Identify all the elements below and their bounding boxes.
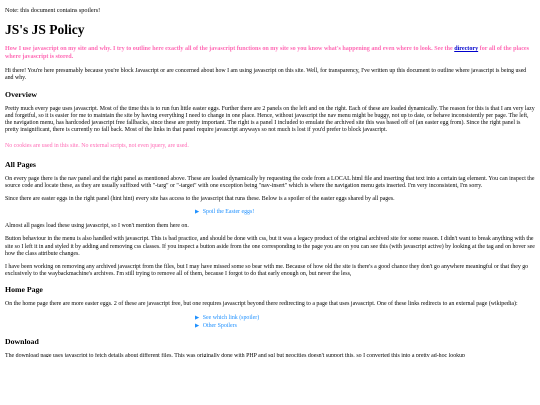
- disclosure-triangle-icon: ▶: [195, 322, 200, 329]
- lead-text-before: How I use javascript on my site and why. I try to outline here exactly all of the javascript functions on my site so you know what's happening and even where to look. See the: [5, 46, 453, 52]
- home-page-paragraph: On the home page there are more easter eggs. 2 of these are javascript free, but one requires javascript beyond there redirecting to a page that uses javascript. One of these links redirects to an external page (wikipedia):: [5, 301, 518, 308]
- lead-paragraph: [5, 46, 535, 61]
- intro-paragraph: Hi there! You're here presumably because you're block Javascript or are concerned about how I am using javascript on this site. Well, for transparency, I've written up this document to outline where javascript is being used and why.: [5, 68, 527, 82]
- directory-link[interactable]: directory: [454, 46, 479, 52]
- disclosure-triangle-icon: ▶: [195, 314, 200, 321]
- easter-eggs-spoiler-label: Spoil the Easter eggs!: [202, 209, 255, 216]
- all-pages-heading: All Pages: [5, 159, 36, 169]
- home-spoilers: [195, 315, 535, 329]
- all-pages-paragraph-1: On every page there is the nav panel and the right panel as mentioned above. These are loaded dynamically by requesting the code from a LOCAL html file and inserting that text into a certain tag element. You can inspect the source code and locate these, as they are usually suffixed with "-targ" or "-target" with one exception being "nav-insert" which is where the navigation menu gets inserted. I'm very inconsistent, I'm sorry.: [5, 175, 535, 189]
- download-paragraph: The download page uses javascript to fetch details about different files. This was originally done with PHP and sql but neocities doesn't support this, so I converted this into a pretty ad-hoc lookup: [5, 352, 466, 357]
- home-page-heading: Home Page: [5, 285, 43, 295]
- all-pages-paragraph-3: Almost all pages load these using javascript, so I won't mention them here on.: [5, 223, 189, 230]
- page-title: JS's JS Policy: [5, 22, 85, 37]
- download-heading: Download: [5, 336, 39, 346]
- overview-heading: Overview: [5, 89, 38, 99]
- cookies-note: No cookies are used in this site. No external scripts, not even jquery, are used.: [5, 143, 189, 150]
- other-spoilers-label: Other Spoilers: [202, 322, 237, 329]
- spoiler-note: Note: this document contains spoilers!: [5, 7, 101, 14]
- link-spoiler-label: See which link (spoiler): [202, 314, 260, 321]
- overview-paragraph: Pretty much every page uses javascript. Most of the time this is to run fun little easter eggs. Further there are 2 panels on the left and on the right. Each of these are loaded dynamically. The reason for this is that I am very lazy and forgetful, so it is easier for me to maintain the site by having everything I need to change in one place. Hence, without javascript the nav menu might be buggy, not up to date, or behave inconsistently per page. The left, the navigation menu, has hardcoded javascript free fallbacks, since these are pretty important. The right is a panel I included to emulate the archived site this was based off of (an easter egg from). Since the right panel is pretty insignificant, there is currently no fall back. Most of the links in that panel require javascript anyways so not much is lost if you'd prefer to block javascript.: [5, 105, 535, 134]
- other-spoilers[interactable]: [195, 323, 535, 329]
- all-pages-paragraph-2: Since there are easter eggs in the right panel (hint hint) every site has access to the javascript that runs these. Below is a spoiler of the easter eggs shared by all pages.: [5, 196, 395, 203]
- lead-text-after: for all of the places where javascript is stored.: [5, 46, 529, 60]
- all-pages-paragraph-5: I have been working on removing any archived javascript from the files, but I may have missed some so bear with me. Because of how old the site is there's a good chance they don't go anywhere meaningful or that they go exclusively to the waybackmachine's archives. I'm still trying to remove all of them, because I forgot to do that early enough on, but never the less,: [5, 264, 529, 278]
- disclosure-triangle-icon: ▶: [195, 209, 200, 216]
- all-pages-paragraph-4: Button behaviour in the menu is also handled with javascript. This is bad practice, and should be done with css, but it was a legacy product of the original archived site for some reason. I didn't want to break anything with the site so I left it in and styled it by adding and removing css classes. If you inspect a button aside from the one corresponding to the page you are on you can see this (with javascript active) by looking at the tag and on hover see how the class attribute changes.: [5, 236, 535, 257]
- download-paragraph-clip: [5, 353, 535, 357]
- link-spoiler[interactable]: [195, 315, 535, 321]
- easter-eggs-spoiler[interactable]: [195, 209, 535, 215]
